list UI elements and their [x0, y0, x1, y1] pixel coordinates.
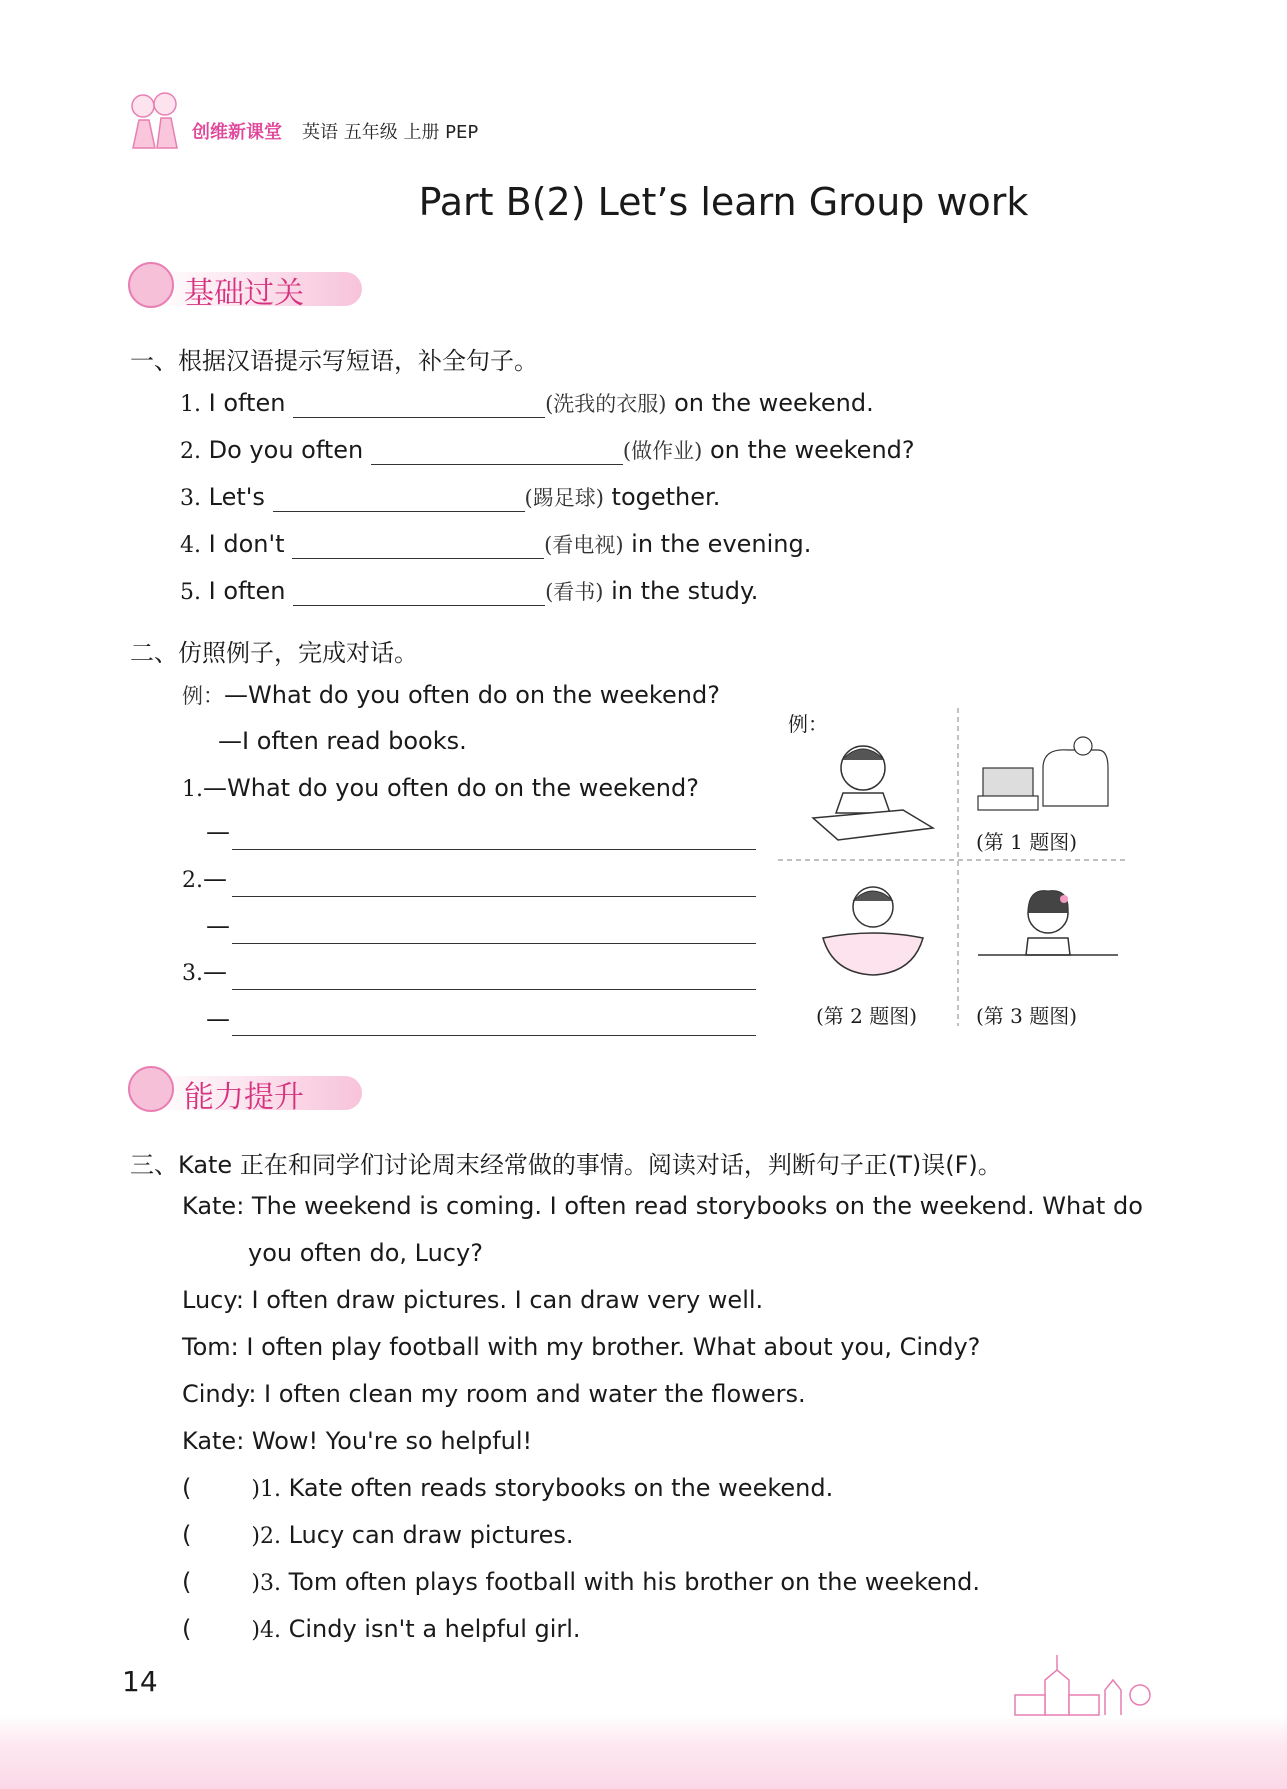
answer-blank[interactable]: [371, 436, 623, 465]
judgment-item-1[interactable]: ( )1. Kate often reads storybooks on the weekend.: [182, 1474, 834, 1502]
dialogue-line: Tom: I often play football with my brother. What about you, Cindy?: [182, 1333, 981, 1361]
boy-reading-icon: [808, 738, 938, 848]
castle-decoration-icon: [985, 1650, 1165, 1720]
q1-item-3: 3. Let's (踢足球) together.: [180, 483, 721, 511]
section-banner-basic: [128, 262, 368, 312]
q2-item-1-question: 1.—What do you often do on the weekend?: [182, 774, 699, 802]
answer-blank[interactable]: [292, 530, 544, 559]
answer-line[interactable]: [232, 848, 756, 850]
answer-blank[interactable]: [273, 483, 525, 512]
answer-line[interactable]: [232, 942, 756, 944]
answer-line[interactable]: [232, 895, 756, 897]
q3-instruction: 三、Kate 正在和同学们讨论周末经常做的事情。阅读对话，判断句子正(T)误(F)。: [130, 1151, 1002, 1179]
picture-grid: [778, 708, 1128, 1026]
girl-writing-icon: [978, 883, 1118, 983]
answer-line[interactable]: [232, 988, 756, 990]
brand-name: 创维新课堂: [192, 122, 282, 143]
dialogue-line: Lucy: I often draw pictures. I can draw very well.: [182, 1286, 764, 1314]
dialogue-line: you often do, Lucy?: [248, 1239, 483, 1267]
page-number: 14: [122, 1665, 158, 1698]
book-info: 英语 五年级 上册 PEP: [302, 122, 479, 143]
dialogue-line: Kate: The weekend is coming. I often read storybooks on the weekend. What do: [182, 1192, 1143, 1220]
girl-face-icon: [128, 262, 174, 308]
q2-example-answer: —I often read books.: [218, 727, 467, 755]
q2-item-2-num: 2.—: [182, 865, 227, 893]
answer-blank[interactable]: [293, 389, 545, 418]
q1-instruction: 一、根据汉语提示写短语，补全句子。: [130, 347, 538, 375]
dash: —: [206, 818, 230, 846]
answer-line[interactable]: [232, 1034, 756, 1036]
q1-item-5: 5. I often (看书) in the study.: [180, 577, 759, 605]
judgment-item-4[interactable]: ( )4. Cindy isn't a helpful girl.: [182, 1615, 581, 1643]
grid-example-label: 例：: [788, 712, 828, 736]
dialogue-line: Kate: Wow! You're so helpful!: [182, 1427, 533, 1455]
boy-washing-icon: [813, 883, 938, 983]
caption-3: (第 3 题图): [976, 1004, 1078, 1028]
caption-1: (第 1 题图): [976, 830, 1078, 854]
dash: —: [206, 1005, 230, 1033]
section-label: 能力提升: [184, 1080, 304, 1115]
girl-face-icon: [128, 1066, 174, 1112]
q2-example-question: 例：—What do you often do on the weekend?: [182, 681, 720, 709]
judgment-item-3[interactable]: ( )3. Tom often plays football with his brother on the weekend.: [182, 1568, 980, 1596]
footer-band: [0, 1715, 1287, 1789]
page-title: Part B(2) Let’s learn Group work: [418, 180, 1029, 224]
kids-logo-icon: [125, 90, 185, 152]
q2-item-3-num: 3.—: [182, 958, 227, 986]
section-banner-advanced: [128, 1066, 368, 1116]
q2-instruction: 二、仿照例子，完成对话。: [130, 639, 418, 667]
q1-item-1: 1. I often (洗我的衣服) on the weekend.: [180, 389, 874, 417]
dialogue-line: Cindy: I often clean my room and water the flowers.: [182, 1380, 806, 1408]
answer-blank[interactable]: [293, 577, 545, 606]
q1-item-2: 2. Do you often (做作业) on the weekend?: [180, 436, 915, 464]
q1-item-4: 4. I don't (看电视) in the evening.: [180, 530, 812, 558]
section-label: 基础过关: [184, 276, 304, 311]
judgment-item-2[interactable]: ( )2. Lucy can draw pictures.: [182, 1521, 574, 1549]
dash: —: [206, 912, 230, 940]
caption-2: (第 2 题图): [816, 1004, 918, 1028]
girl-watching-tv-icon: [973, 728, 1113, 818]
